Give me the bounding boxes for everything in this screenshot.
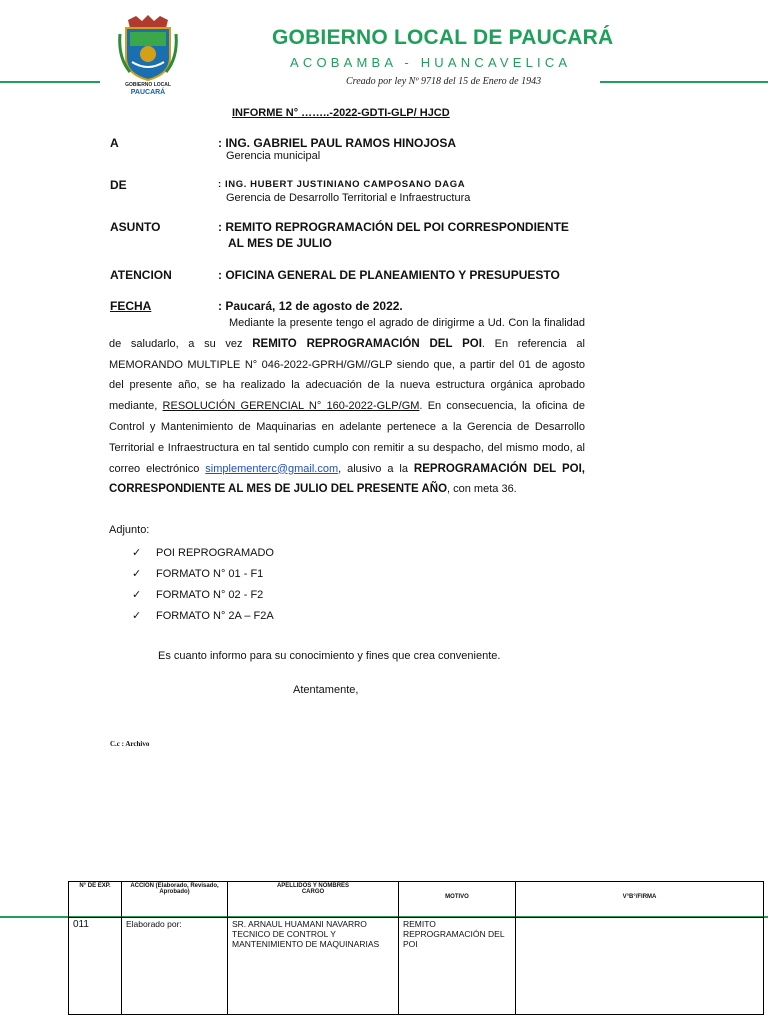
attachment-item — [132, 564, 274, 585]
attachment-label: FORMATO N° 01 - F1 — [156, 568, 264, 580]
attention-value: : OFICINA GENERAL DE PLANEAMIENTO Y PRESUPUESTO — [218, 268, 560, 282]
body-text-2: . En referencia al MEMORANDO MULTIPLE N° 046-2022-GPRH/GM//GLP siendo que, a partir del 01 de agosto del presente año, se ha realizado la adecuación de la nueva estructura orgánica aprobado mediante, — [109, 337, 585, 413]
header-nombres-label: APELLIDOS Y NOMBRES — [276, 883, 350, 889]
cell-motivo: REMITO REPROGRAMACIÓN DEL POI — [399, 918, 516, 1015]
attachment-label: POI REPROGRAMADO — [156, 547, 274, 559]
report-title: INFORME N° ……..-2022-GDTI-GLP/ HJCD — [232, 107, 450, 119]
cell-accion: Elaborado por: — [122, 918, 228, 1015]
header-firma: V°B°/FIRMA — [516, 882, 764, 918]
table-row — [69, 918, 764, 1015]
subject-line-1: : REMITO REPROGRAMACIÓN DEL POI CORRESPONDIENTE — [218, 220, 569, 234]
header-accion: ACCION (Elaborado, Revisado, Aprobado) — [122, 882, 228, 918]
to-role: Gerencia municipal — [226, 150, 321, 162]
date-value: : Paucará, 12 de agosto de 2022. — [218, 299, 403, 313]
attachment-item — [132, 606, 274, 627]
checkmark-icon: ✓ — [132, 610, 142, 622]
header-cargo-label: CARGO — [301, 889, 325, 895]
body-text-4: , alusivo a la — [338, 462, 414, 475]
body-paragraph — [109, 313, 585, 500]
cell-cargo: TECNICO DE CONTROL Y MANTENIMIENTO DE MAQUINARIAS — [232, 929, 380, 949]
resolution-reference: RESOLUCIÓN GERENCIAL N° 160-2022-GLP/GM — [162, 400, 420, 413]
header-nombres — [228, 882, 399, 918]
checkmark-icon: ✓ — [132, 568, 142, 580]
attachment-item — [132, 543, 274, 564]
from-role: Gerencia de Desarrollo Territorial e Infraestructura — [226, 192, 471, 204]
body-bold-2: REPROGRAMACIÓN DEL POI, CORRESPONDIENTE AL MES DE JULIO DEL PRESENTE AÑO — [109, 462, 585, 496]
routing-table — [68, 881, 764, 1015]
copy-to: C.c : Archivo — [110, 740, 150, 748]
attachment-label: FORMATO N° 2A – F2A — [156, 610, 274, 622]
from-label: DE — [110, 178, 127, 192]
attachment-item — [132, 585, 274, 606]
attachments-label: Adjunto: — [109, 524, 150, 536]
closing-sentence: Es cuanto informo para su conocimiento y fines que crea conveniente. — [158, 650, 501, 662]
subject-line-2: AL MES DE JULIO — [228, 236, 332, 250]
cell-nombre-cargo — [228, 918, 399, 1015]
to-name: : ING. GABRIEL PAUL RAMOS HINOJOSA — [218, 136, 457, 150]
body-bold-1: REMITO REPROGRAMACIÓN DEL POI — [252, 337, 482, 350]
header-exp: N° DE EXP. — [69, 882, 122, 918]
organization-location: ACOBAMBA - HUANCAVELICA — [290, 55, 572, 70]
from-name: : ING. HUBERT JUSTINIANO CAMPOSANO DAGA — [218, 179, 466, 190]
crest-caption-2: PAUCARÁ — [130, 89, 166, 96]
header-rule-right — [600, 81, 768, 83]
attachments-list — [132, 543, 274, 627]
body-text-1: Mediante la presente tengo el agrado de dirigirme a Ud. Con la finalidad de saludarlo, a su vez — [109, 317, 585, 350]
crest-caption-1: GOBIERNO LOCAL — [125, 82, 171, 88]
subject-label: ASUNTO — [110, 220, 161, 234]
header-motivo: MOTIVO — [399, 882, 516, 918]
header-rule-left — [0, 81, 100, 83]
date-label: FECHA — [110, 299, 152, 313]
cell-exp: 011 — [69, 918, 122, 1015]
cell-firma — [516, 918, 764, 1015]
body-text-5: , con meta 36. — [447, 483, 517, 496]
regards: Atentamente, — [293, 684, 359, 696]
to-label: A — [110, 136, 119, 150]
organization-name: GOBIERNO LOCAL DE PAUCARÁ — [272, 26, 614, 49]
checkmark-icon: ✓ — [132, 589, 142, 601]
creation-law: Creado por ley Nº 9718 del 15 de Enero de 1943 — [346, 76, 542, 87]
table-header-row — [69, 882, 764, 918]
attachment-label: FORMATO N° 02 - F2 — [156, 589, 264, 601]
checkmark-icon: ✓ — [132, 547, 142, 559]
body-text-3: . En consecuencia, la oficina de Control y Mantenimiento de Maquinarias en adelante pertenece a la Gerencia de Desarrollo Territorial e Infraestructura en tal sentido cumplo con remitir a su despacho, del mismo modo, al correo electrónico — [109, 400, 585, 475]
email-link[interactable]: simplementerc@gmail.com — [205, 462, 339, 475]
municipal-crest-logo — [116, 14, 180, 96]
cell-nombre: SR. ARNAUL HUAMANI NAVARRO — [232, 919, 367, 929]
attention-label: ATENCION — [110, 268, 172, 282]
